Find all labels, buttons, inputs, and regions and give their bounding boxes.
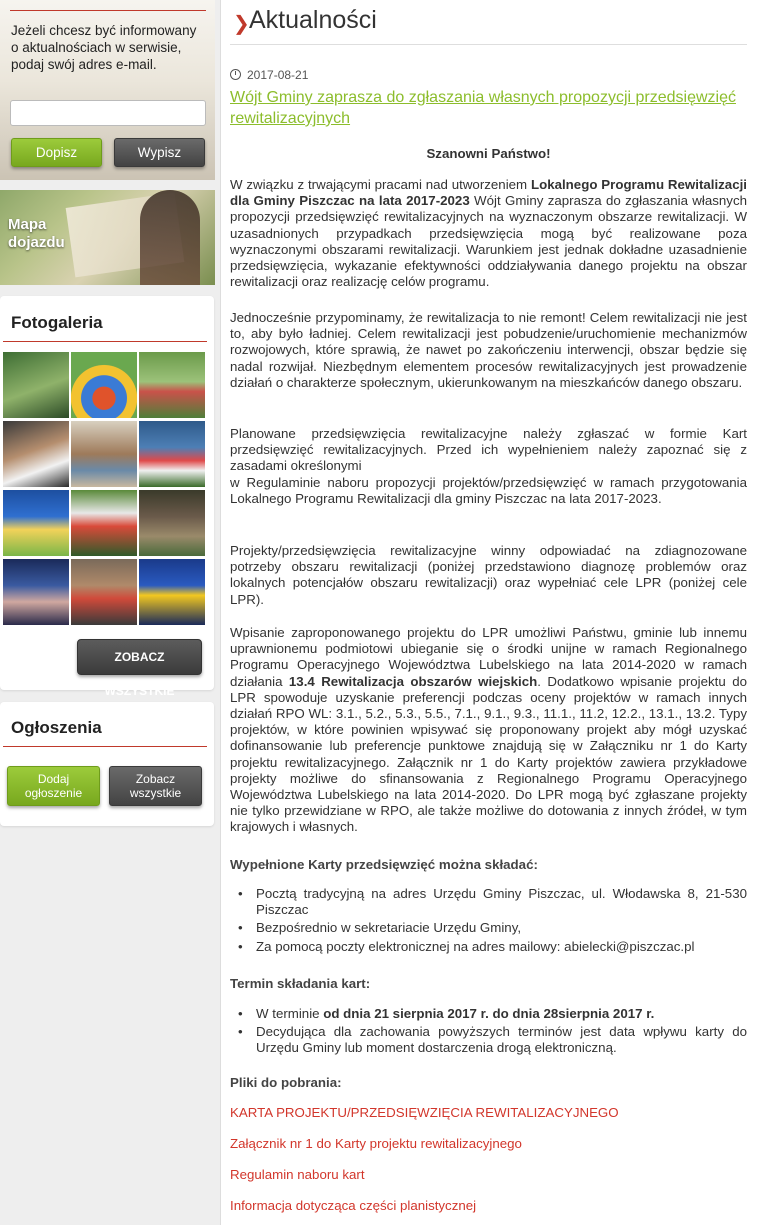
p1-text-a: W związku z trwającymi pracami nad utworzeniem xyxy=(230,177,531,192)
sidebar-separator xyxy=(220,0,221,1225)
newsletter-email-input[interactable] xyxy=(10,100,206,126)
p3-text-a: Planowane przedsięwzięcia rewitalizacyjne należy zgłaszać w formie Kart przedsięwzięć rewitalizacyjnych. Przed ich wypełnieniem należy zapoznać się z zasadami określonymi xyxy=(230,426,747,474)
p1-program-name: Lokalnego Programu Rewitalizacji dla Gminy Piszczac na lata 2017-2023 xyxy=(230,177,747,209)
article-paragraph-4 xyxy=(230,543,747,608)
gallery-thumb[interactable] xyxy=(139,421,205,487)
p5-text-a: Wpisanie zaproponowanego projektu do LPR umożliwi Państwu, gminie lub innemu uprawnionemu podmiotowi ubieganie się o środki unijne w ramach Regionalnego Programu Operacyjnego Województwa Lubelskiego na lata 2014-2020 w ramach działania xyxy=(230,625,747,689)
deadline-item: • Decydująca dla zachowania powyższych terminów jest data wpływu karty do Urzędu Gminy lub moment dostarczenia drogą elektroniczną. xyxy=(230,1024,747,1056)
newsletter-text: Jeżeli chcesz być informowany o aktualnościach w serwisie, podaj swój adres e-mail. xyxy=(11,23,197,72)
gallery-divider xyxy=(3,341,207,342)
deadline-dates: od dnia 21 sierpnia 2017 r. do dnia 28sierpnia 2017 r. xyxy=(323,1006,655,1021)
submit-list xyxy=(230,886,747,957)
announcements-title: Ogłoszenia xyxy=(11,718,102,737)
submit-heading: Wypełnione Karty przedsięwzięć można składać: xyxy=(230,857,538,872)
submit-item: • Bezpośrednio w sekretariacie Urzędu Gminy, xyxy=(230,920,747,936)
download-link[interactable]: Informacja dotycząca części planistycznej xyxy=(230,1198,477,1213)
gallery-thumb[interactable] xyxy=(71,421,137,487)
gallery-thumb[interactable] xyxy=(139,490,205,556)
map-banner[interactable] xyxy=(0,190,215,285)
downloads-heading: Pliki do pobrania: xyxy=(230,1075,342,1090)
p5-action-name: 13.4 Rewitalizacja obszarów wiejskich xyxy=(288,673,538,689)
section-header xyxy=(230,5,747,45)
article-paragraph-5 xyxy=(230,625,747,836)
article-headline-link[interactable]: Wójt Gminy zaprasza do zgłaszania własnych propozycji przedsięwzięć rewitalizacyjnych xyxy=(230,89,736,127)
announcements-divider xyxy=(3,746,207,747)
gallery-thumb[interactable] xyxy=(3,352,69,418)
chevron-right-icon: ❯ xyxy=(233,13,250,35)
submit-item: • Pocztą tradycyjną na adres Urzędu Gminy Piszczac, ul. Włodawska 8, 21-530 Piszczac xyxy=(230,886,747,918)
gallery-thumb[interactable] xyxy=(71,559,137,625)
announcements-see-all-button[interactable]: Zobacz wszystkie xyxy=(109,766,202,806)
gallery-panel xyxy=(0,296,214,690)
download-link[interactable]: KARTA PROJEKTU/PRZEDSIĘWZIĘCIA REWITALIZACYJNEGO xyxy=(230,1105,619,1120)
download-link[interactable]: Załącznik nr 1 do Karty projektu rewitalizacyjnego xyxy=(230,1136,522,1151)
add-announcement-button[interactable]: Dodaj ogłoszenie xyxy=(7,766,100,806)
page-title: Aktualności xyxy=(249,6,377,34)
gallery-title: Fotogaleria xyxy=(11,313,103,332)
gallery-see-all-button[interactable]: ZOBACZ WSZYSTKIE xyxy=(77,639,202,675)
newsletter-box xyxy=(0,0,215,180)
announcements-panel xyxy=(0,702,214,826)
gallery-thumb[interactable] xyxy=(71,490,137,556)
download-link[interactable]: Regulamin naboru kart xyxy=(230,1167,365,1182)
unsubscribe-button[interactable]: Wypisz xyxy=(114,138,205,167)
deadline-list xyxy=(230,1006,747,1059)
deadline-item-text: W terminie xyxy=(256,1006,324,1021)
sidebar xyxy=(0,0,220,1225)
map-person-image xyxy=(140,190,200,285)
article-salutation: Szanowni Państwo! xyxy=(426,146,551,161)
article-date: 2017-08-21 xyxy=(247,68,309,82)
article-date-row xyxy=(230,68,308,82)
article-paragraph-2 xyxy=(230,310,747,391)
p4-text: Projekty/przedsięwzięcia rewitalizacyjne winny odpowiadać na zdiagnozowane potrzeby obszaru rewitalizacji (poniżej przedstawiono diagnozę problemów oraz lokalnych potencjałów obszaru rewitalizacji) oraz wypełniać cele LPR (poniżej cele LPR). xyxy=(230,543,747,607)
clock-icon xyxy=(230,69,241,80)
gallery-thumb[interactable] xyxy=(139,559,205,625)
p2-text: Jednocześnie przypominamy, że rewitalizacja to nie remont! Celem rewitalizacji nie jest to, aby było ładniej. Celem rewitalizacji jest pobudzenie/uruchomienie mechanizmów rozwojowych, które sprawią, że nawet po zakończeniu interwencji, obszar będzie się nadal rozwijał. Niezbędnym elementem procesów rewitalizacyjnych jest prowadzenie działań o charakterze społecznym, ukierunkowanym na mieszkańców danego obszaru. xyxy=(230,310,747,390)
article-paragraph-1 xyxy=(230,177,747,290)
deadline-heading: Termin składania kart: xyxy=(230,976,371,991)
subscribe-button[interactable]: Dopisz xyxy=(11,138,102,167)
p1-text-c: Wójt Gminy zaprasza do zgłaszania własnych propozycji przedsięwzięć rewitalizacyjnych na wyznaczonym obszarze rewitalizacji. W uzasadnionych przypadkach przedsięwzięcia mogą być realizowane poza wyznaczonymi obszarami rewitalizacji. Warunkiem jest jednak dokładne uzasadnienie przedsięwzięcia, wykazanie efektywności oddziaływania danego projektu na obszar rewitalizacji oraz realizację celów programu. xyxy=(230,193,747,290)
submit-item: • Za pomocą poczty elektronicznej na adres mailowy: abielecki@piszczac.pl xyxy=(230,939,747,955)
newsletter-divider xyxy=(10,10,206,11)
gallery-thumb[interactable] xyxy=(3,421,69,487)
p5-text-c: . Dodatkowo wpisanie projektu do LPR spowoduje uzyskanie preferencji podczas oceny projektów w ramach innych działań RPO WL: 3.1., 5.2., 5.3., 5.5., 7.1., 9.1., 9.3., 11.1., 11.2, 12.2., 13.1., 13.2. Typy projektów, w które powinien wpisywać się proponowany projekt aby mógł uzyskać dofinansowanie lub preferencje punktowe znajdują się w Załączniku nr 1 do Karty projektu rewitalizacyjnego. Załącznik nr 1 do Karty projektów zawiera przykładowe projekty możliwe do sfinansowania z Regionalnego Programu Operacyjnego Województwa Lubelskiego na lata 2014-2020. Do LPR mogą być zgłaszane projekty nie tylko przewidziane w RPO, ale także możliwe do dotowania z innych źródeł, w tym krajowych i własnych. xyxy=(230,673,747,835)
gallery-thumb[interactable] xyxy=(139,352,205,418)
p3-text-b: w Regulaminie naboru propozycji projektów/przedsięwzięć w ramach przygotowania Lokalnego Programu Rewitalizacji dla gminy Piszczac na lata 2017-2023. xyxy=(230,474,747,506)
deadline-item xyxy=(230,1006,747,1022)
title-divider xyxy=(230,44,747,45)
gallery-thumb[interactable] xyxy=(71,352,137,418)
map-banner-label: Mapa dojazdu xyxy=(8,216,65,251)
article-paragraph-3 xyxy=(230,426,747,507)
gallery-thumb[interactable] xyxy=(3,490,69,556)
gallery-thumb[interactable] xyxy=(3,559,69,625)
